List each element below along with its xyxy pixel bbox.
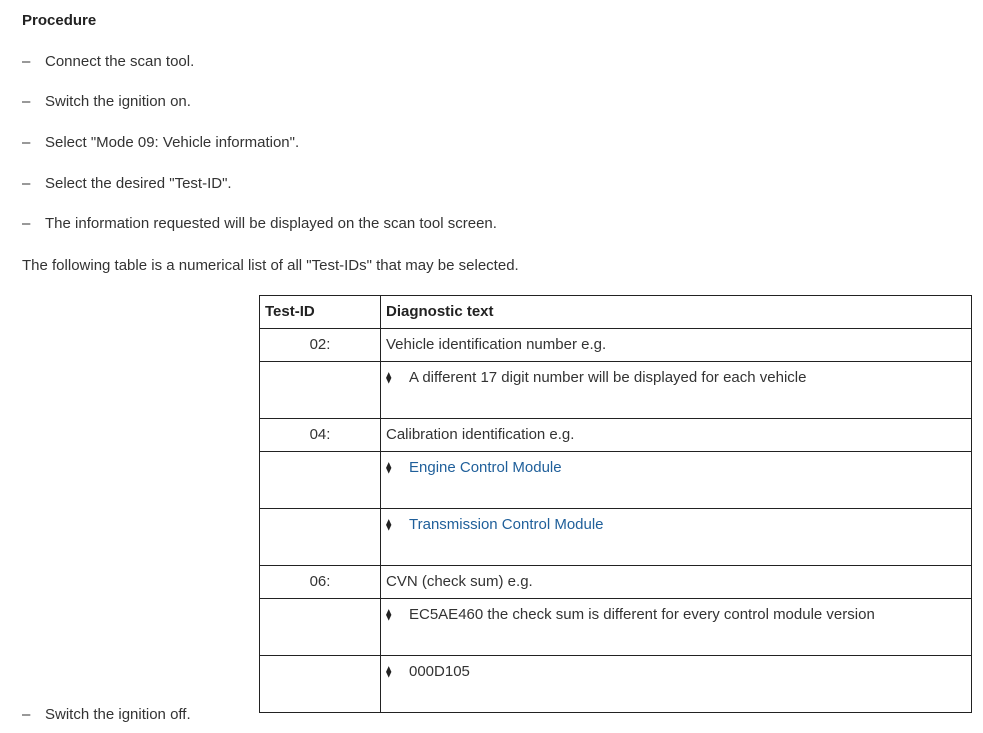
table-intro-text: The following table is a numerical list of all "Test-IDs" that may be selected.	[22, 257, 519, 274]
step-text: Select the desired "Test-ID".	[45, 175, 232, 192]
step-select-test-id	[22, 174, 232, 194]
diagnostic-text-cell: CVN (check sum) e.g.	[381, 566, 972, 599]
step-text: Switch the ignition on.	[45, 93, 191, 110]
table-row	[260, 329, 972, 362]
step-text: Switch the ignition off.	[45, 706, 191, 723]
test-id-cell: 04:	[260, 419, 381, 452]
bullet-item-cell	[381, 656, 972, 713]
step-text: Connect the scan tool.	[45, 53, 195, 70]
step-text: The information requested will be displayed on the scan tool screen.	[45, 215, 497, 232]
step-text: Select "Mode 09: Vehicle information".	[45, 134, 300, 151]
empty-id-cell	[260, 362, 381, 419]
step-dash: –	[22, 706, 31, 723]
diamond-bullet-icon: ⧫	[386, 609, 392, 621]
step-dash: –	[22, 175, 31, 192]
diamond-bullet-icon: ⧫	[386, 462, 392, 474]
bullet-item-text: A different 17 digit number will be displayed for each vehicle	[409, 369, 807, 386]
step-information-displayed	[22, 214, 497, 234]
step-select-mode-09	[22, 133, 299, 153]
step-dash: –	[22, 215, 31, 232]
test-id-cell: 06:	[260, 566, 381, 599]
bullet-item-cell	[381, 599, 972, 656]
test-id-cell: 02:	[260, 329, 381, 362]
bullet-item-cell	[381, 509, 972, 566]
diagnostic-text-cell: Vehicle identification number e.g.	[381, 329, 972, 362]
step-dash: –	[22, 93, 31, 110]
header-diagnostic-text: Diagnostic text	[381, 296, 972, 329]
step-connect-scan-tool	[22, 52, 194, 72]
table-header-row	[260, 296, 972, 329]
diagnostic-text-cell: Calibration identification e.g.	[381, 419, 972, 452]
bullet-item-text: EC5AE460 the check sum is different for every control module version	[409, 606, 875, 623]
transmission-control-module-link[interactable]: Transmission Control Module	[409, 516, 604, 533]
header-test-id: Test-ID	[260, 296, 381, 329]
step-ignition-on	[22, 92, 191, 112]
empty-id-cell	[260, 509, 381, 566]
step-dash: –	[22, 53, 31, 70]
engine-control-module-link[interactable]: Engine Control Module	[409, 459, 562, 476]
empty-id-cell	[260, 599, 381, 656]
diamond-bullet-icon: ⧫	[386, 519, 392, 531]
table-row	[260, 656, 972, 713]
test-id-table	[259, 295, 972, 713]
empty-id-cell	[260, 452, 381, 509]
table-row	[260, 509, 972, 566]
table-row	[260, 566, 972, 599]
empty-id-cell	[260, 656, 381, 713]
step-dash: –	[22, 134, 31, 151]
table-row	[260, 362, 972, 419]
procedure-heading: Procedure	[22, 12, 97, 29]
table-row	[260, 452, 972, 509]
bullet-item-cell	[381, 362, 972, 419]
table-row	[260, 419, 972, 452]
table-row	[260, 599, 972, 656]
step-ignition-off	[22, 705, 191, 725]
bullet-item-text: 000D105	[409, 663, 470, 680]
bullet-item-cell	[381, 452, 972, 509]
diamond-bullet-icon: ⧫	[386, 372, 392, 384]
diamond-bullet-icon: ⧫	[386, 666, 392, 678]
